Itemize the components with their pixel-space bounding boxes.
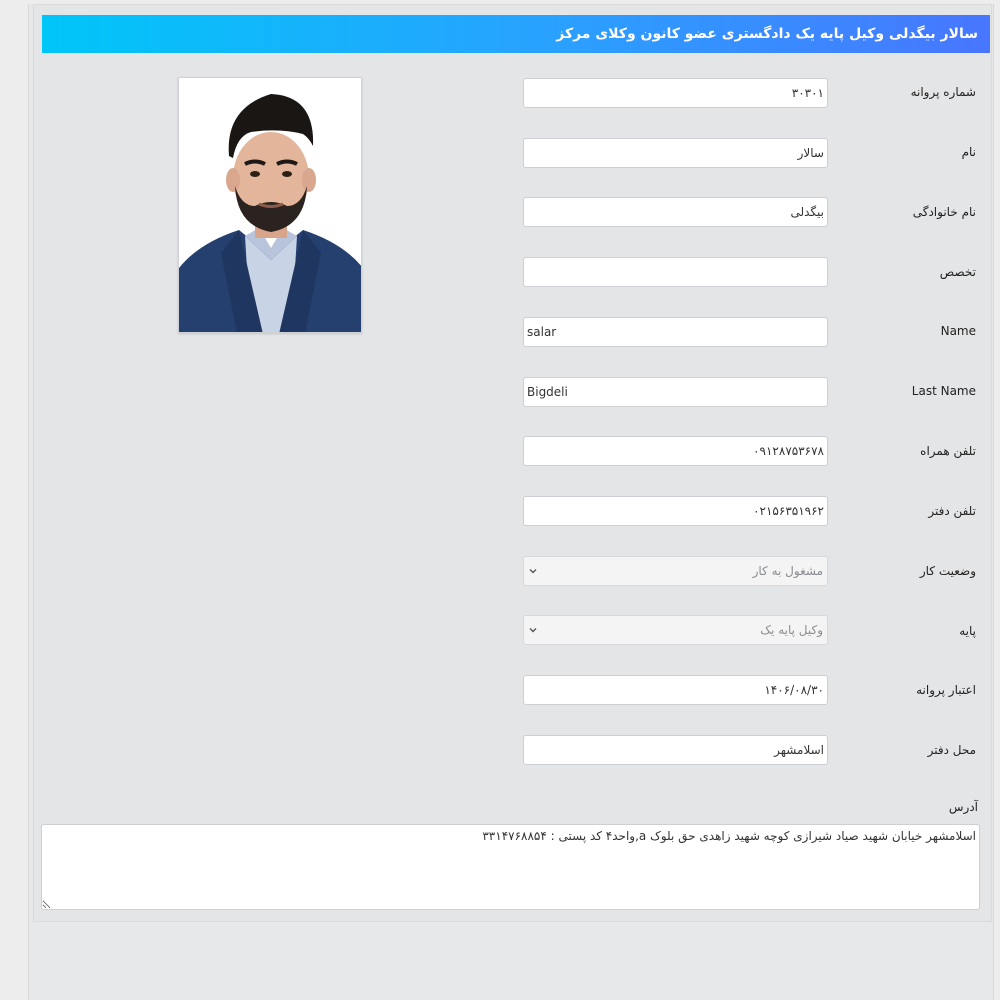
work-status-label: وضعیت کار	[919, 564, 976, 578]
office-phone-label: تلفن دفتر	[928, 504, 976, 518]
work-status-select[interactable]	[523, 556, 828, 586]
office-phone-input[interactable]	[523, 496, 828, 526]
chevron-down-icon	[528, 566, 538, 576]
work-status-value: مشغول به کار	[752, 564, 823, 578]
grade-select[interactable]	[523, 615, 828, 645]
license-number-input[interactable]	[523, 78, 828, 108]
mobile-input[interactable]	[523, 436, 828, 466]
license-validity-input[interactable]	[523, 675, 828, 705]
name-en-input[interactable]	[523, 317, 828, 347]
last-name-en-input[interactable]	[523, 377, 828, 407]
grade-value: وکیل پایه یک	[760, 623, 823, 637]
profile-header	[42, 15, 990, 53]
page-title: سالار بیگدلی وکیل پایه یک دادگستری عضو کانون وکلای مرکز	[556, 26, 978, 42]
name-en-label: Name	[940, 324, 976, 338]
first-name-input[interactable]	[523, 138, 828, 168]
license-validity-label: اعتبار پروانه	[916, 683, 976, 697]
grade-label: پایه	[959, 624, 976, 638]
address-textarea[interactable]	[41, 824, 980, 910]
last-name-en-label: Last Name	[911, 384, 976, 398]
specialty-label: تخصص	[939, 265, 976, 279]
profile-card	[33, 4, 992, 922]
first-name-label: نام	[961, 145, 976, 159]
office-location-input[interactable]	[523, 735, 828, 765]
profile-photo	[178, 77, 362, 333]
license-number-label: شماره پروانه	[910, 85, 976, 99]
chevron-down-icon	[528, 625, 538, 635]
last-name-label: نام خانوادگی	[912, 205, 976, 219]
office-location-label: محل دفتر	[927, 743, 976, 757]
profile-photo-image	[179, 78, 362, 333]
last-name-input[interactable]	[523, 197, 828, 227]
address-label: آدرس	[948, 800, 978, 814]
specialty-input[interactable]	[523, 257, 828, 287]
mobile-label: تلفن همراه	[920, 444, 976, 458]
